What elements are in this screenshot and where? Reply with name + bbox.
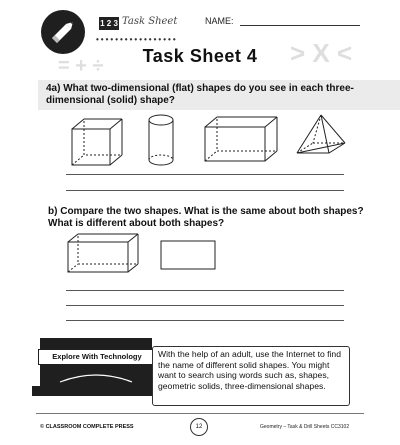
footer-rule — [36, 413, 364, 414]
page-number: 12 — [190, 418, 208, 436]
explore-banner: Explore With Technology — [38, 349, 156, 365]
cylinder-shape — [147, 113, 175, 167]
explore-text: With the help of an adult, use the Internet to find the name of different solid shapes. You might want to search using words such as, shapes, geometric solids, three-dimensional shapes. — [158, 349, 341, 391]
decorative-math-symbols-left: = + ÷ — [58, 55, 104, 77]
series-label: Task Sheet — [122, 16, 178, 27]
name-label: NAME: — [205, 16, 234, 26]
dot-divider: ••••••••••••••••• — [96, 35, 178, 44]
rectangle-shape — [160, 240, 216, 270]
answer-line-b-3[interactable] — [66, 320, 344, 321]
question-a-text: 4a) What two-dimensional (flat) shapes do you see in each three-dimensional (solid) shape? — [46, 83, 354, 106]
publisher-logo: © CLASSROOM COMPLETE PRESS — [40, 424, 134, 430]
laptop-screen-arc — [56, 366, 136, 384]
rectangular-prism-shape — [66, 232, 142, 274]
answer-line-a-2[interactable] — [66, 190, 344, 191]
answer-line-a-1[interactable] — [66, 174, 344, 175]
laptop-base — [32, 386, 160, 396]
cube-shape — [70, 117, 126, 167]
series-footer: Geometry – Task & Drill Sheets CC3102 — [260, 424, 350, 430]
question-b-text: b) Compare the two shapes. What is the same about both shapes? What is different about both shapes? — [48, 206, 364, 229]
series-chip: 1 2 3 — [100, 19, 118, 28]
page-title: Task Sheet 4 — [142, 46, 258, 66]
answer-line-b-2[interactable] — [66, 305, 344, 306]
answer-line-b-1[interactable] — [66, 290, 344, 291]
name-line[interactable] — [240, 25, 360, 26]
rectangular-prism-shape — [203, 115, 281, 163]
decorative-math-symbols-right: > X < — [290, 38, 353, 68]
pyramid-shape — [293, 113, 349, 163]
